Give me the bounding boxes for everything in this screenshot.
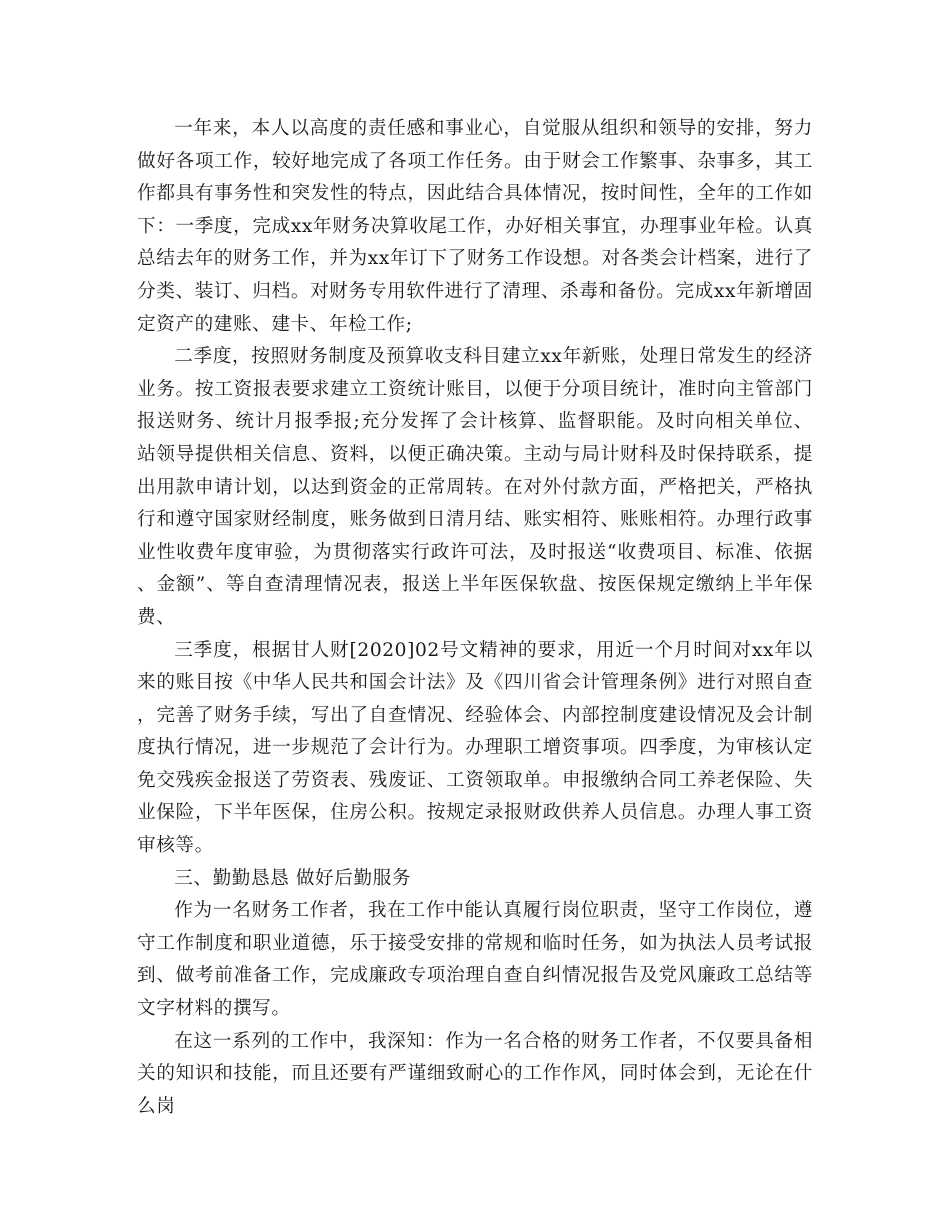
paragraph-duties: 作为一名财务工作者，我在工作中能认真履行岗位职责，坚守工作岗位，遵守工作制度和职业道德，乐于接受安排的常规和临时任务，如为执法人员考试报到、做考前准备工作，完成廉政专项治理自查自纠情况报告及党风廉政工总结等文字材料的撰写。: [137, 900, 813, 1020]
paragraph-reflection: 在这一系列的工作中，我深知：作为一名合格的财务工作者，不仅要具备相关的知识和技能，而且还要有严谨细致耐心的工作作风，同时体会到，无论在什么岗: [137, 1030, 813, 1117]
paragraph-q1: 一年来，本人以高度的责任感和事业心，自觉服从组织和领导的安排，努力做好各项工作，较好地完成了各项工作任务。由于财会工作繁事、杂事多，其工作都具有事务性和突发性的特点，因此结合具体情况，按时间性，全年的工作如下：一季度，完成xx年财务决算收尾工作，办好相关事宜，办理事业年检。认真总结去年的财务工作，并为xx年订下了财务工作设想。对各类会计档案，进行了分类、装订、归档。对财务专用软件进行了清理、杀毒和备份。完成xx年新增固定资产的建账、建卡、年检工作;: [137, 118, 813, 335]
document-body: [137, 113, 813, 1123]
section-heading: 三、勤勤恳恳 做好后勤服务: [174, 867, 412, 889]
paragraph-q3: 三季度，根据甘人财[2020]02号文精神的要求，用近一个月时间对xx年以来的账目按《中华人民共和国会计法》及《四川省会计管理条例》进行对照自查，完善了财务手续，写出了自查情况、经验体会、内部控制度建设情况及会计制度执行情况，进一步规范了会计行为。办理职工增资事项。四季度，为审核认定免交残疾金报送了劳资表、残废证、工资领取单。申报缴纳合同工养老保险、失业保险，下半年医保，住房公积。按规定录报财政供养人员信息。办理人事工资审核等。: [137, 639, 813, 857]
paragraph-q2: 二季度，按照财务制度及预算收支科目建立xx年新账，处理日常发生的经济业务。按工资报表要求建立工资统计账目，以便于分项目统计，准时向主管部门报送财务、统计月报季报;充分发挥了会计核算、监督职能。及时向相关单位、站领导提供相关信息、资料，以便正确决策。主动与局计财科及时保持联系，提出用款申请计划，以达到资金的正常周转。在对外付款方面，严格把关，严格执行和遵守国家财经制度，账务做到日清月结、账实相符、账账相符。办理行政事业性收费年度审验，为贯彻落实行政许可法，及时报送“收费项目、标准、依据、金额”、等自查清理情况表，报送上半年医保软盘、按医保规定缴纳上半年保费、: [137, 346, 813, 628]
